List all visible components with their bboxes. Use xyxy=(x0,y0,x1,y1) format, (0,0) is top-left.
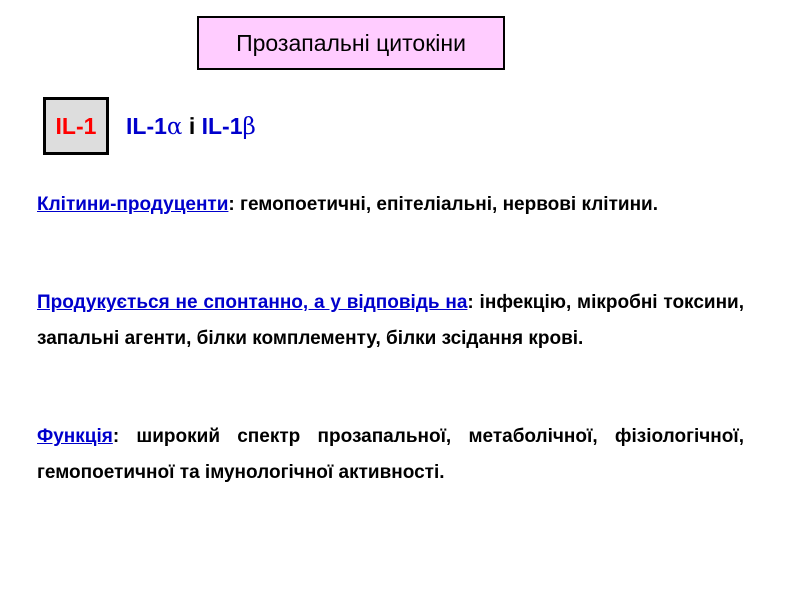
producer-cells-paragraph xyxy=(37,187,744,223)
function-paragraph xyxy=(37,419,744,491)
alpha-symbol: α xyxy=(166,114,183,140)
function-text: широкий спектр прозапальної, метаболічної, фізіологічної, гемопоетичної та імунологічної активності. xyxy=(37,426,744,483)
beta-symbol: β xyxy=(242,114,256,140)
production-heading: Продукується не спонтанно, а у відповідь на xyxy=(37,292,468,313)
il-variants xyxy=(126,113,256,140)
il-conjunction: і xyxy=(182,113,202,139)
production-paragraph xyxy=(37,285,744,357)
il-1-alpha-prefix: IL-1 xyxy=(126,113,167,139)
il-badge-text: IL-1 xyxy=(55,112,97,139)
producer-cells-text: гемопоетичні, епітеліальні, нервові клітини. xyxy=(234,194,659,215)
producer-cells-separator: : xyxy=(228,194,235,215)
producer-cells-heading: Клітини-продуценти xyxy=(37,194,229,215)
function-separator: : xyxy=(112,426,120,447)
function-heading: Функція xyxy=(37,426,113,447)
page-title xyxy=(197,16,505,70)
il-badge xyxy=(43,97,109,155)
production-separator: : xyxy=(467,292,474,313)
il-1-beta-prefix: IL-1 xyxy=(201,113,243,139)
production-text: інфекцію, мікробні токсини, запальні агенти, білки комплементу, білки зсідання крові. xyxy=(37,292,745,349)
page-title-text: Прозапальні цитокіни xyxy=(236,29,466,56)
